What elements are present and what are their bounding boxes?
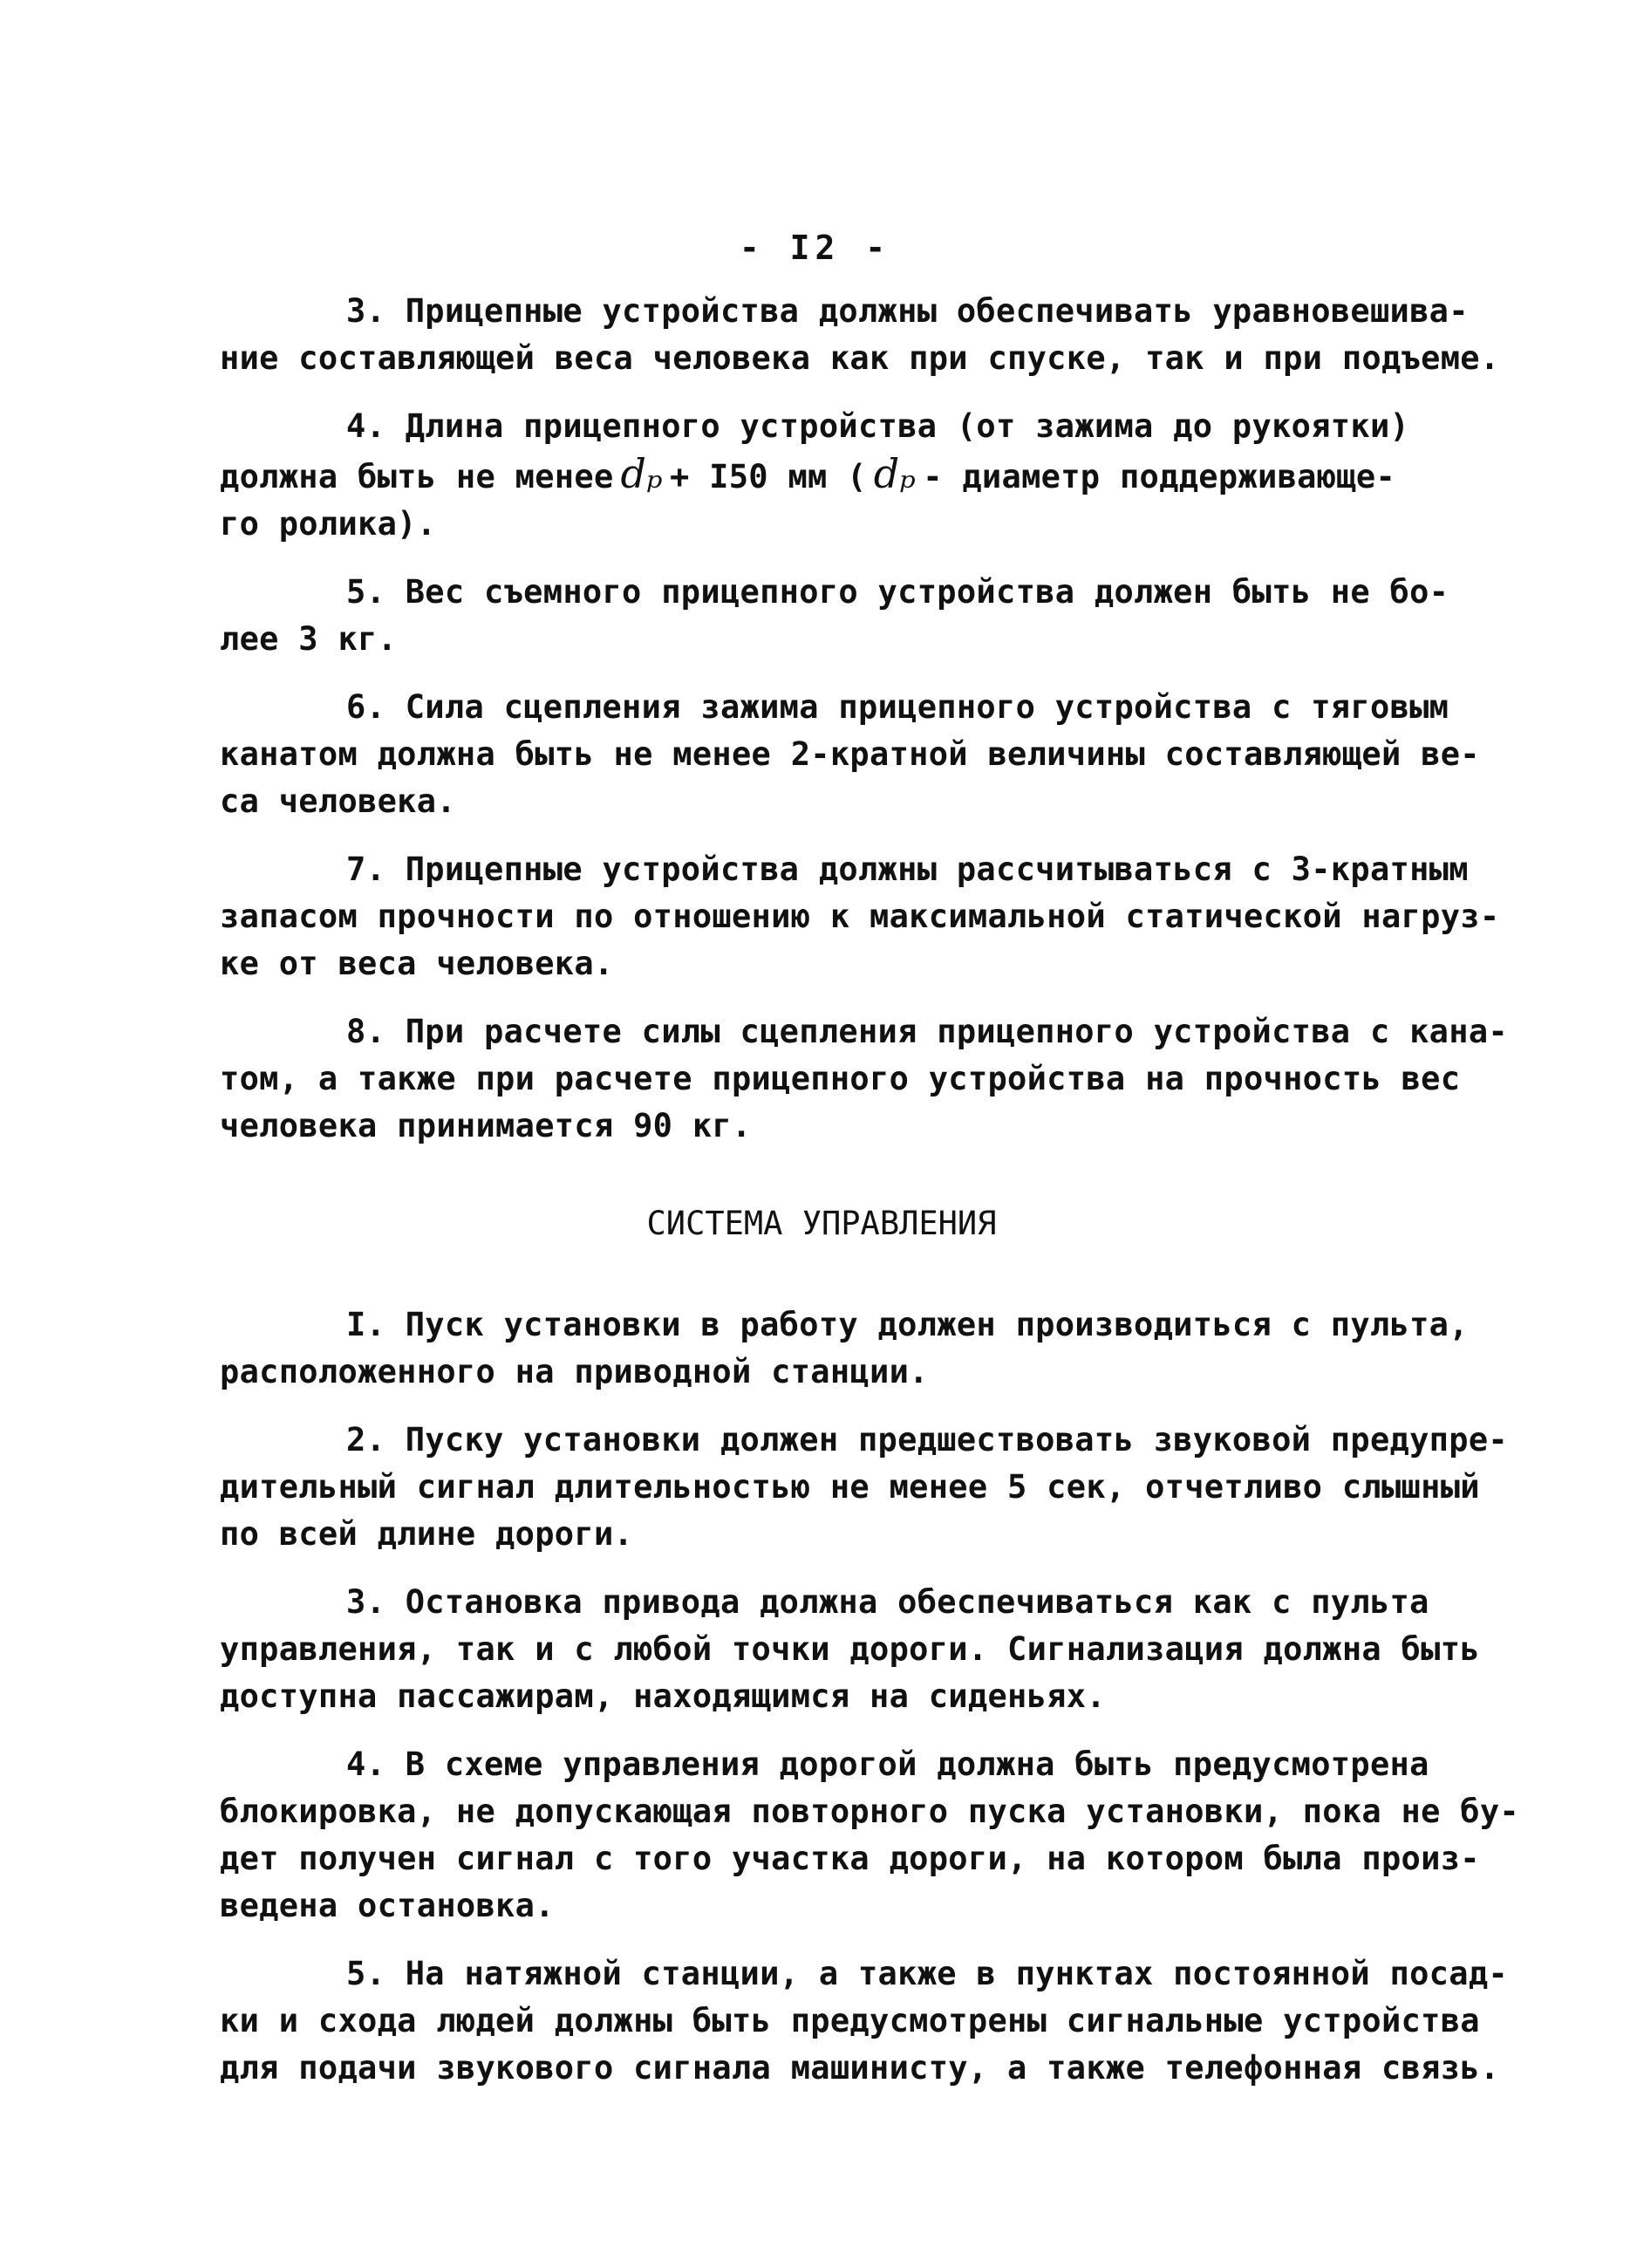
text-fragment: + I50 мм ( bbox=[669, 458, 867, 495]
text-line: ведена остановка. bbox=[220, 1887, 555, 1924]
text-line: расположенного на приводной станции. bbox=[220, 1353, 929, 1390]
text-line: 3. Прицепные устройства должны обеспечивать уравновешива- bbox=[346, 292, 1469, 330]
text-line: лее 3 кг. bbox=[220, 620, 398, 658]
text-line: 6. Сила сцепления зажима прицепного устройства с тяговым bbox=[346, 688, 1449, 726]
text-fragment: - диаметр поддерживающе- bbox=[923, 458, 1396, 495]
text-line: канатом должна быть не менее 2-кратной величины составляющей ве- bbox=[220, 735, 1480, 773]
text-line: для подачи звукового сигнала машинисту, а также телефонная связь. bbox=[220, 2049, 1500, 2087]
paragraph-4 bbox=[220, 403, 1423, 548]
document-body bbox=[220, 288, 1520, 2113]
text-line: 7. Прицепные устройства должны рассчитываться с 3-кратным bbox=[346, 850, 1469, 888]
text-line: ки и схода людей должны быть предусмотрены сигнальные устройства bbox=[220, 2002, 1480, 2039]
text-line: 2. Пуску установки должен предшествовать звуковой предупре- bbox=[346, 1421, 1508, 1458]
text-line: 4. В схеме управления дорогой должна быть предусмотрена bbox=[346, 1745, 1429, 1783]
text-line: ние составляющей веса человека как при спуске, так и при подъеме. bbox=[220, 339, 1500, 377]
text-line: дет получен сигнал с того участка дороги, на котором была произ- bbox=[220, 1840, 1480, 1877]
control-paragraph-4 bbox=[220, 1741, 1520, 1930]
section-heading: СИСТЕМА УПРАВЛЕНИЯ bbox=[646, 1205, 997, 1242]
text-line: управления, так и с любой точки дороги. Сигнализация должна быть bbox=[220, 1630, 1480, 1668]
text-line: том, а также при расчете прицепного устройства на прочность вес bbox=[220, 1060, 1461, 1097]
text-line: ке от веса человека. bbox=[220, 945, 614, 982]
text-line: блокировка, не допускающая повторного пуска установки, пока не бу- bbox=[220, 1793, 1520, 1830]
text-line-with-formula bbox=[220, 450, 1423, 501]
text-line: 5. На натяжной станции, а также в пунктах постоянной посад- bbox=[346, 1955, 1508, 1992]
text-line: дительный сигнал длительностью не менее 5 сек, отчетливо слышный bbox=[220, 1468, 1480, 1506]
text-line: 8. При расчете силы сцепления прицепного устройства с кана- bbox=[346, 1013, 1508, 1050]
text-line: са человека. bbox=[220, 782, 456, 820]
control-paragraph-3 bbox=[220, 1579, 1480, 1720]
text-line: человека принимается 90 кг. bbox=[220, 1107, 752, 1144]
text-line: доступна пассажирам, находящимся на сиденьях. bbox=[220, 1677, 1106, 1715]
paragraph-6 bbox=[220, 684, 1480, 825]
paragraph-5 bbox=[220, 569, 1449, 663]
text-line: запасом прочности по отношению к максимальной статической нагруз- bbox=[220, 898, 1500, 935]
handwritten-symbol-dp: dₚ bbox=[620, 450, 663, 497]
text-line: по всей длине дороги. bbox=[220, 1515, 634, 1553]
control-paragraph-5 bbox=[220, 1950, 1508, 2092]
paragraph-7 bbox=[220, 846, 1500, 987]
page-number: - I2 - bbox=[739, 229, 891, 267]
text-line: го ролика). bbox=[220, 505, 437, 543]
text-line: 5. Вес съемного прицепного устройства должен быть не бо- bbox=[346, 573, 1449, 611]
text-line: 4. Длина прицепного устройства (от зажима до рукоятки) bbox=[346, 407, 1410, 445]
handwritten-symbol-dp: dₚ bbox=[873, 450, 917, 497]
text-line: 3. Остановка привода должна обеспечиваться как с пульта bbox=[346, 1583, 1429, 1621]
paragraph-3 bbox=[220, 288, 1500, 382]
control-paragraph-1 bbox=[220, 1301, 1469, 1396]
control-paragraph-2 bbox=[220, 1417, 1508, 1558]
text-line: I. Пуск установки в работу должен производиться с пульта, bbox=[346, 1306, 1469, 1343]
paragraph-8 bbox=[220, 1008, 1508, 1150]
text-fragment: должна быть не менее bbox=[220, 458, 614, 495]
